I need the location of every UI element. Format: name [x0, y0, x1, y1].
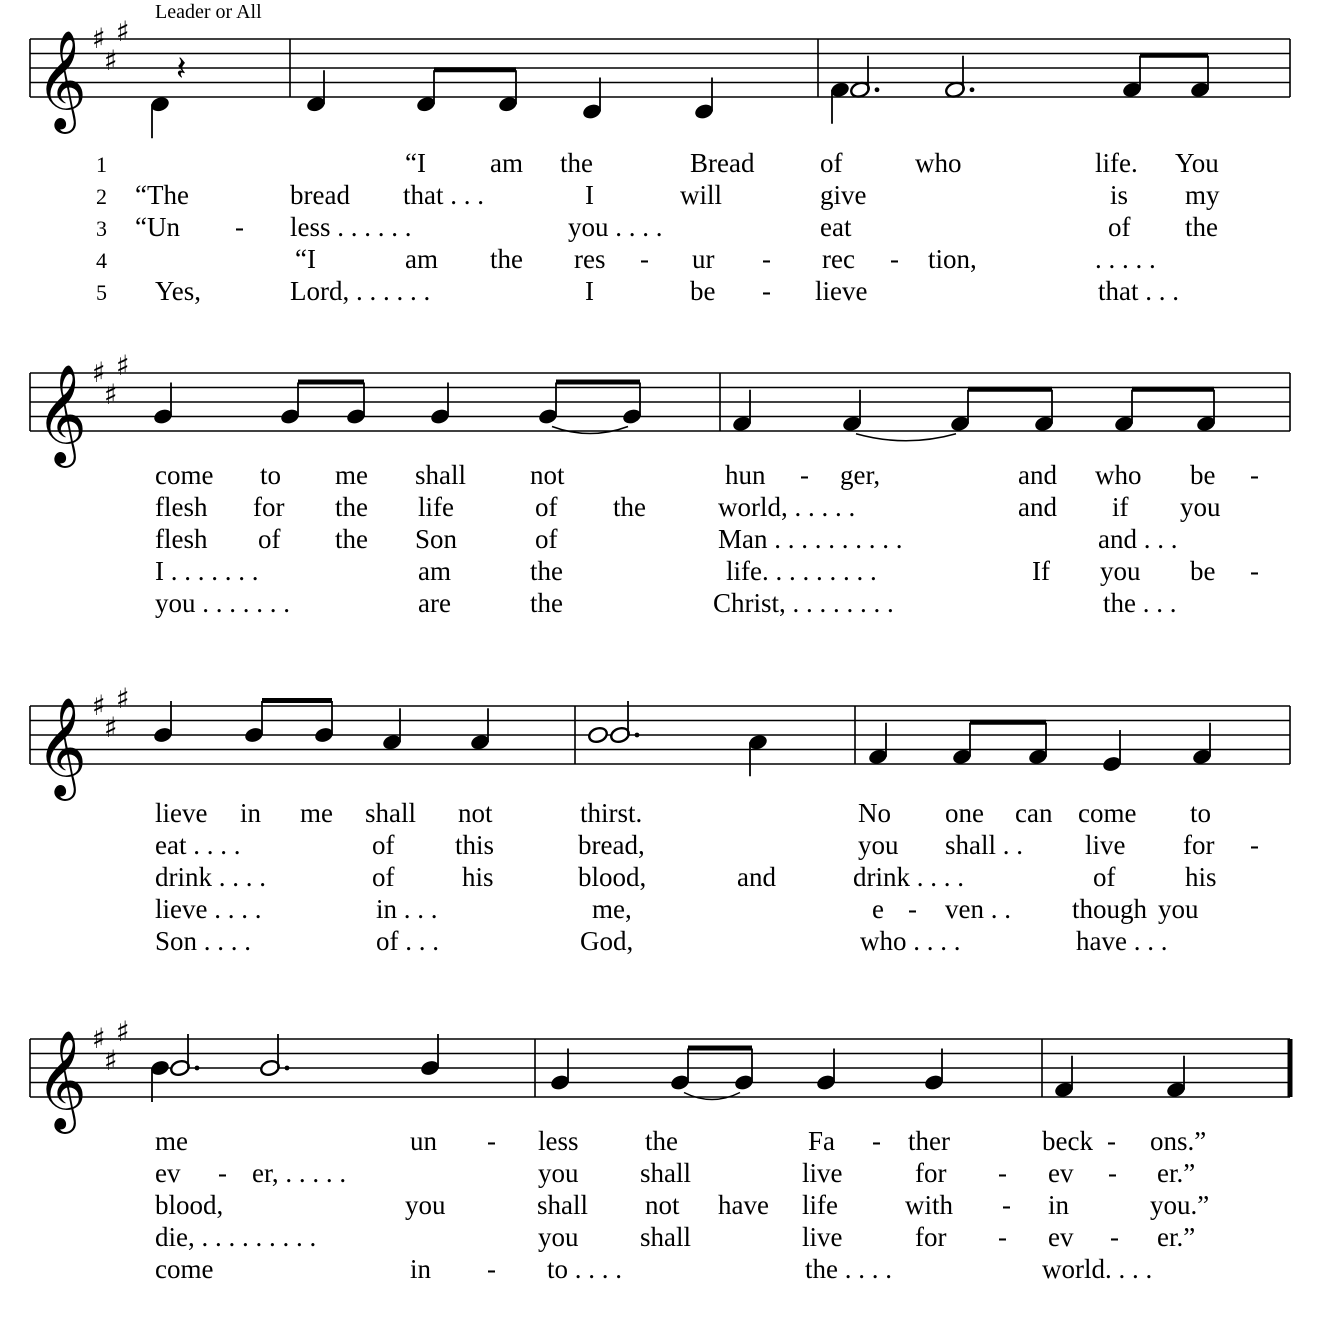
lyric-syllable: in . . . [376, 894, 438, 924]
lyric-syllable: lieve [815, 276, 868, 306]
lyric-syllable: not [458, 798, 493, 828]
treble-clef-icon: 𝄞 [36, 1030, 87, 1130]
lyric-syllable: drink . . . . [853, 862, 964, 892]
lyric-syllable: the [530, 556, 563, 586]
lyric-syllable: come [1078, 798, 1137, 828]
lyric-syllable: “The [135, 180, 189, 210]
treble-clef-icon: 𝄞 [36, 697, 87, 797]
lyrics-system-2 [155, 460, 1259, 618]
lyric-syllable: er.” [1157, 1222, 1196, 1252]
staff-system-3 [30, 682, 1290, 801]
tie [856, 434, 956, 441]
lyric-syllable: - [218, 1158, 227, 1188]
lyric-syllable: me, [592, 894, 632, 924]
lyric-syllable: I [585, 180, 594, 210]
sharp-icon: ♯ [92, 689, 106, 722]
treble-clef-icon: 𝄞 [36, 30, 87, 130]
lyric-syllable: give [820, 180, 867, 210]
lyric-syllable: flesh [155, 524, 208, 554]
lyric-syllable: the . . . . [805, 1254, 892, 1284]
lyric-syllable: er, . . . . . [252, 1158, 347, 1188]
lyric-syllable: in [1048, 1190, 1070, 1220]
lyric-syllable: of [535, 524, 558, 554]
lyric-syllable: - [1107, 1126, 1116, 1156]
sharp-icon: ♯ [104, 1043, 118, 1077]
lyric-syllable: God, [580, 926, 634, 956]
lyric-syllable: and [1018, 492, 1057, 522]
lyric-syllable: me [335, 460, 368, 490]
lyric-syllable: if [1112, 492, 1129, 522]
augmentation-dot [970, 87, 975, 92]
note-head [587, 726, 608, 744]
lyric-syllable: with [905, 1190, 954, 1220]
lyric-syllable: - [487, 1126, 496, 1156]
lyric-syllable: Man . . . . . . . . . . [718, 524, 903, 554]
lyric-syllable: Son . . . . [155, 926, 252, 956]
lyric-syllable: lieve [155, 798, 208, 828]
lyric-syllable: - [1250, 830, 1259, 860]
lyric-syllable: world. . . . [1042, 1254, 1153, 1284]
lyric-syllable: - [762, 244, 771, 274]
lyric-syllable: ur [692, 244, 715, 274]
lyric-syllable: the [1185, 212, 1218, 242]
lyric-syllable: - [1110, 1222, 1119, 1252]
lyric-syllable: is [1110, 180, 1129, 210]
lyric-syllable: eat [820, 212, 852, 242]
beam [968, 387, 1052, 392]
lyric-syllable: of [535, 492, 558, 522]
lyric-syllable: you [1180, 492, 1221, 522]
treble-clef-icon: 𝄞 [36, 364, 87, 464]
lyric-syllable: ev [1048, 1222, 1074, 1252]
beam [556, 380, 640, 385]
tie [684, 1093, 740, 1100]
staff-system-2 [30, 349, 1290, 468]
beam [1132, 387, 1214, 392]
lyric-syllable: “I [295, 244, 316, 274]
lyric-syllable: be [690, 276, 716, 306]
lyric-syllable: who [915, 148, 962, 178]
lyric-syllable: I . . . . . . . [155, 556, 259, 586]
lyric-syllable: you [1158, 894, 1199, 924]
lyric-syllable: die, . . . . . . . . . [155, 1222, 317, 1252]
lyric-syllable: me [300, 798, 333, 828]
lyric-syllable: am [490, 148, 523, 178]
lyric-syllable: If [1032, 556, 1050, 586]
sharp-icon: ♯ [116, 348, 130, 382]
lyric-syllable: hun [725, 460, 766, 490]
lyric-syllable: and . . . [1098, 524, 1178, 554]
lyric-syllable: “Un [135, 212, 180, 242]
lyric-syllable: the . . . [1103, 588, 1177, 618]
staff-system-1 [30, 15, 1290, 139]
lyric-syllable: and [737, 862, 776, 892]
lyric-syllable: who [1095, 460, 1142, 490]
lyric-syllable: “I [405, 148, 426, 178]
lyric-syllable: - [1002, 1190, 1011, 1220]
lyric-syllable: will [680, 180, 723, 210]
lyric-syllable: eat . . . . [155, 830, 241, 860]
lyric-syllable: come [155, 460, 214, 490]
lyric-syllable: - [235, 212, 244, 242]
lyric-syllable: of [1108, 212, 1131, 242]
lyric-syllable: in [240, 798, 262, 828]
lyric-syllable: life. [1095, 148, 1138, 178]
lyric-syllable: who . . . . [860, 926, 961, 956]
quarter-rest-icon: 𝄽 [176, 49, 187, 89]
lyric-syllable: shall [640, 1158, 691, 1188]
lyric-syllable: shall [365, 798, 416, 828]
lyrics-system-1 [96, 148, 1220, 306]
lyric-syllable: of [258, 524, 281, 554]
lyric-syllable: live [802, 1222, 843, 1252]
lyric-syllable: . . . . . [1095, 244, 1156, 274]
lyric-syllable: ev [155, 1158, 181, 1188]
lyric-syllable: not [530, 460, 565, 490]
lyric-syllable: be [1190, 556, 1216, 586]
augmentation-dot [875, 87, 880, 92]
lyric-syllable: - [640, 244, 649, 274]
lyric-syllable: the [613, 492, 646, 522]
lyric-syllable: you [858, 830, 899, 860]
lyric-syllable: for [915, 1222, 947, 1252]
lyric-syllable: to . . . . [547, 1254, 623, 1284]
lyric-syllable: life [802, 1190, 838, 1220]
sharp-icon: ♯ [92, 22, 106, 55]
lyric-syllable: rec [822, 244, 855, 274]
augmentation-dot [285, 1066, 290, 1071]
lyric-syllable: Son [415, 524, 458, 554]
lyric-syllable: - [1250, 460, 1259, 490]
lyric-syllable: the [530, 588, 563, 618]
lyric-syllable: live [802, 1158, 843, 1188]
lyric-syllable: bread, [578, 830, 645, 860]
beam [262, 698, 332, 703]
lyric-syllable: of [372, 862, 395, 892]
lyric-syllable: bread [290, 180, 350, 210]
lyric-syllable: you [538, 1158, 579, 1188]
augmentation-dot [635, 733, 640, 738]
verse-number: 3 [96, 216, 107, 241]
beam [298, 380, 364, 385]
lyric-syllable: drink . . . . [155, 862, 266, 892]
lyric-syllable: - [890, 244, 899, 274]
lyric-syllable: the [335, 524, 368, 554]
lyric-syllable: are [418, 588, 451, 618]
verse-number: 4 [96, 248, 107, 273]
lyric-syllable: beck [1042, 1126, 1093, 1156]
lyric-syllable: you . . . . . . . [155, 588, 290, 618]
lyric-syllable: of [1093, 862, 1116, 892]
lyric-syllable: less . . . . . . [290, 212, 412, 242]
lyric-syllable: you [538, 1222, 579, 1252]
lyrics-system-3 [155, 798, 1259, 956]
lyric-syllable: the [645, 1126, 678, 1156]
lyric-syllable: Bread [690, 148, 755, 178]
lyric-syllable: ther [908, 1126, 950, 1156]
lyric-syllable: to [1190, 798, 1212, 828]
lyric-syllable: me [155, 1126, 188, 1156]
sharp-icon: ♯ [92, 356, 106, 389]
lyric-syllable: can [1015, 798, 1053, 828]
lyric-syllable: that . . . [1098, 276, 1179, 306]
lyric-syllable: you [1100, 556, 1141, 586]
lyric-syllable: shall . . [945, 830, 1023, 860]
lyric-syllable: Christ, . . . . . . . . [713, 588, 894, 618]
beam [688, 1046, 752, 1051]
sharp-icon: ♯ [104, 710, 118, 744]
lyric-syllable: and [1018, 460, 1057, 490]
lyric-syllable: life. . . . . . . . . [726, 556, 877, 586]
lyric-syllable: - [998, 1222, 1007, 1252]
lyric-syllable: - [998, 1158, 1007, 1188]
lyric-syllable: to [260, 460, 282, 490]
lyric-syllable: less [538, 1126, 579, 1156]
lyric-syllable: am [418, 556, 451, 586]
lyric-syllable: of . . . [376, 926, 439, 956]
lyric-syllable: you . . . . [568, 212, 663, 242]
lyric-syllable: of [820, 148, 843, 178]
lyric-syllable: that . . . [403, 180, 484, 210]
lyric-syllable: be [1190, 460, 1216, 490]
lyric-syllable: world, . . . . . [718, 492, 856, 522]
lyric-syllable: Yes, [155, 276, 202, 306]
lyric-syllable: in [410, 1254, 432, 1284]
lyric-syllable: er.” [1157, 1158, 1196, 1188]
tie [552, 427, 628, 434]
lyric-syllable: this [455, 830, 495, 860]
lyric-syllable: the [335, 492, 368, 522]
lyric-syllable: life [418, 492, 454, 522]
beam [970, 720, 1046, 725]
verse-number: 5 [96, 280, 107, 305]
lyric-syllable: I [585, 276, 594, 306]
lyric-syllable: - [487, 1254, 496, 1284]
lyric-syllable: ev [1048, 1158, 1074, 1188]
lyric-syllable: Lord, . . . . . . [290, 276, 431, 306]
lyric-syllable: thirst. [580, 798, 643, 828]
lyric-syllable: his [1185, 862, 1217, 892]
lyric-syllable: for [253, 492, 285, 522]
lyric-syllable: blood, [578, 862, 647, 892]
lyric-syllable: ger, [840, 460, 881, 490]
lyrics-system-4 [155, 1126, 1209, 1284]
lyric-syllable: - [1250, 556, 1259, 586]
sharp-icon: ♯ [104, 43, 118, 77]
lyric-syllable: though [1072, 894, 1148, 924]
lyric-syllable: have [718, 1190, 769, 1220]
lyric-syllable: one [945, 798, 984, 828]
lyric-syllable: shall [415, 460, 466, 490]
lyric-syllable: You [1175, 148, 1219, 178]
lyric-syllable: Fa [808, 1126, 835, 1156]
lyric-syllable: for [1183, 830, 1215, 860]
lyric-syllable: res [574, 244, 606, 274]
augmentation-dot [195, 1066, 200, 1071]
sharp-icon: ♯ [92, 1022, 106, 1055]
lyric-syllable: - [908, 894, 917, 924]
lyric-syllable: for [915, 1158, 947, 1188]
lyric-syllable: flesh [155, 492, 208, 522]
lyric-syllable: my [1185, 180, 1220, 210]
lyric-syllable: lieve . . . . [155, 894, 262, 924]
lyric-syllable: come [155, 1254, 214, 1284]
lyric-syllable: e [872, 894, 884, 924]
sharp-icon: ♯ [116, 681, 130, 715]
lyric-syllable: - [872, 1126, 881, 1156]
verse-number: 2 [96, 184, 107, 209]
lyric-syllable: you.” [1150, 1190, 1210, 1220]
lyric-syllable: the [560, 148, 593, 178]
sharp-icon: ♯ [116, 1014, 130, 1048]
lyric-syllable: ven . . [945, 894, 1011, 924]
lyric-syllable: - [800, 460, 809, 490]
staff-system-4 [30, 1015, 1290, 1134]
lyric-syllable: have . . . [1076, 926, 1168, 956]
sharp-icon: ♯ [116, 14, 130, 48]
lyric-syllable: shall [537, 1190, 588, 1220]
lyric-syllable: am [405, 244, 438, 274]
lyrics [96, 148, 1259, 1284]
sharp-icon: ♯ [104, 377, 118, 411]
lyric-syllable: blood, [155, 1190, 224, 1220]
lyric-syllable: un [410, 1126, 437, 1156]
performer-label: Leader or All [155, 1, 262, 23]
lyric-syllable: - [1108, 1158, 1117, 1188]
lyric-syllable: you [405, 1190, 446, 1220]
lyric-syllable: tion, [928, 244, 977, 274]
lyric-syllable: No [858, 798, 891, 828]
lyric-syllable: not [645, 1190, 680, 1220]
lyric-syllable: of [372, 830, 395, 860]
lyric-syllable: his [462, 862, 494, 892]
verse-number: 1 [96, 152, 107, 177]
lyric-syllable: ons.” [1150, 1126, 1207, 1156]
lyric-syllable: the [490, 244, 523, 274]
lyric-syllable: - [762, 276, 771, 306]
beam [1140, 53, 1208, 58]
beam [434, 67, 516, 72]
lyric-syllable: live [1085, 830, 1126, 860]
lyric-syllable: shall [640, 1222, 691, 1252]
